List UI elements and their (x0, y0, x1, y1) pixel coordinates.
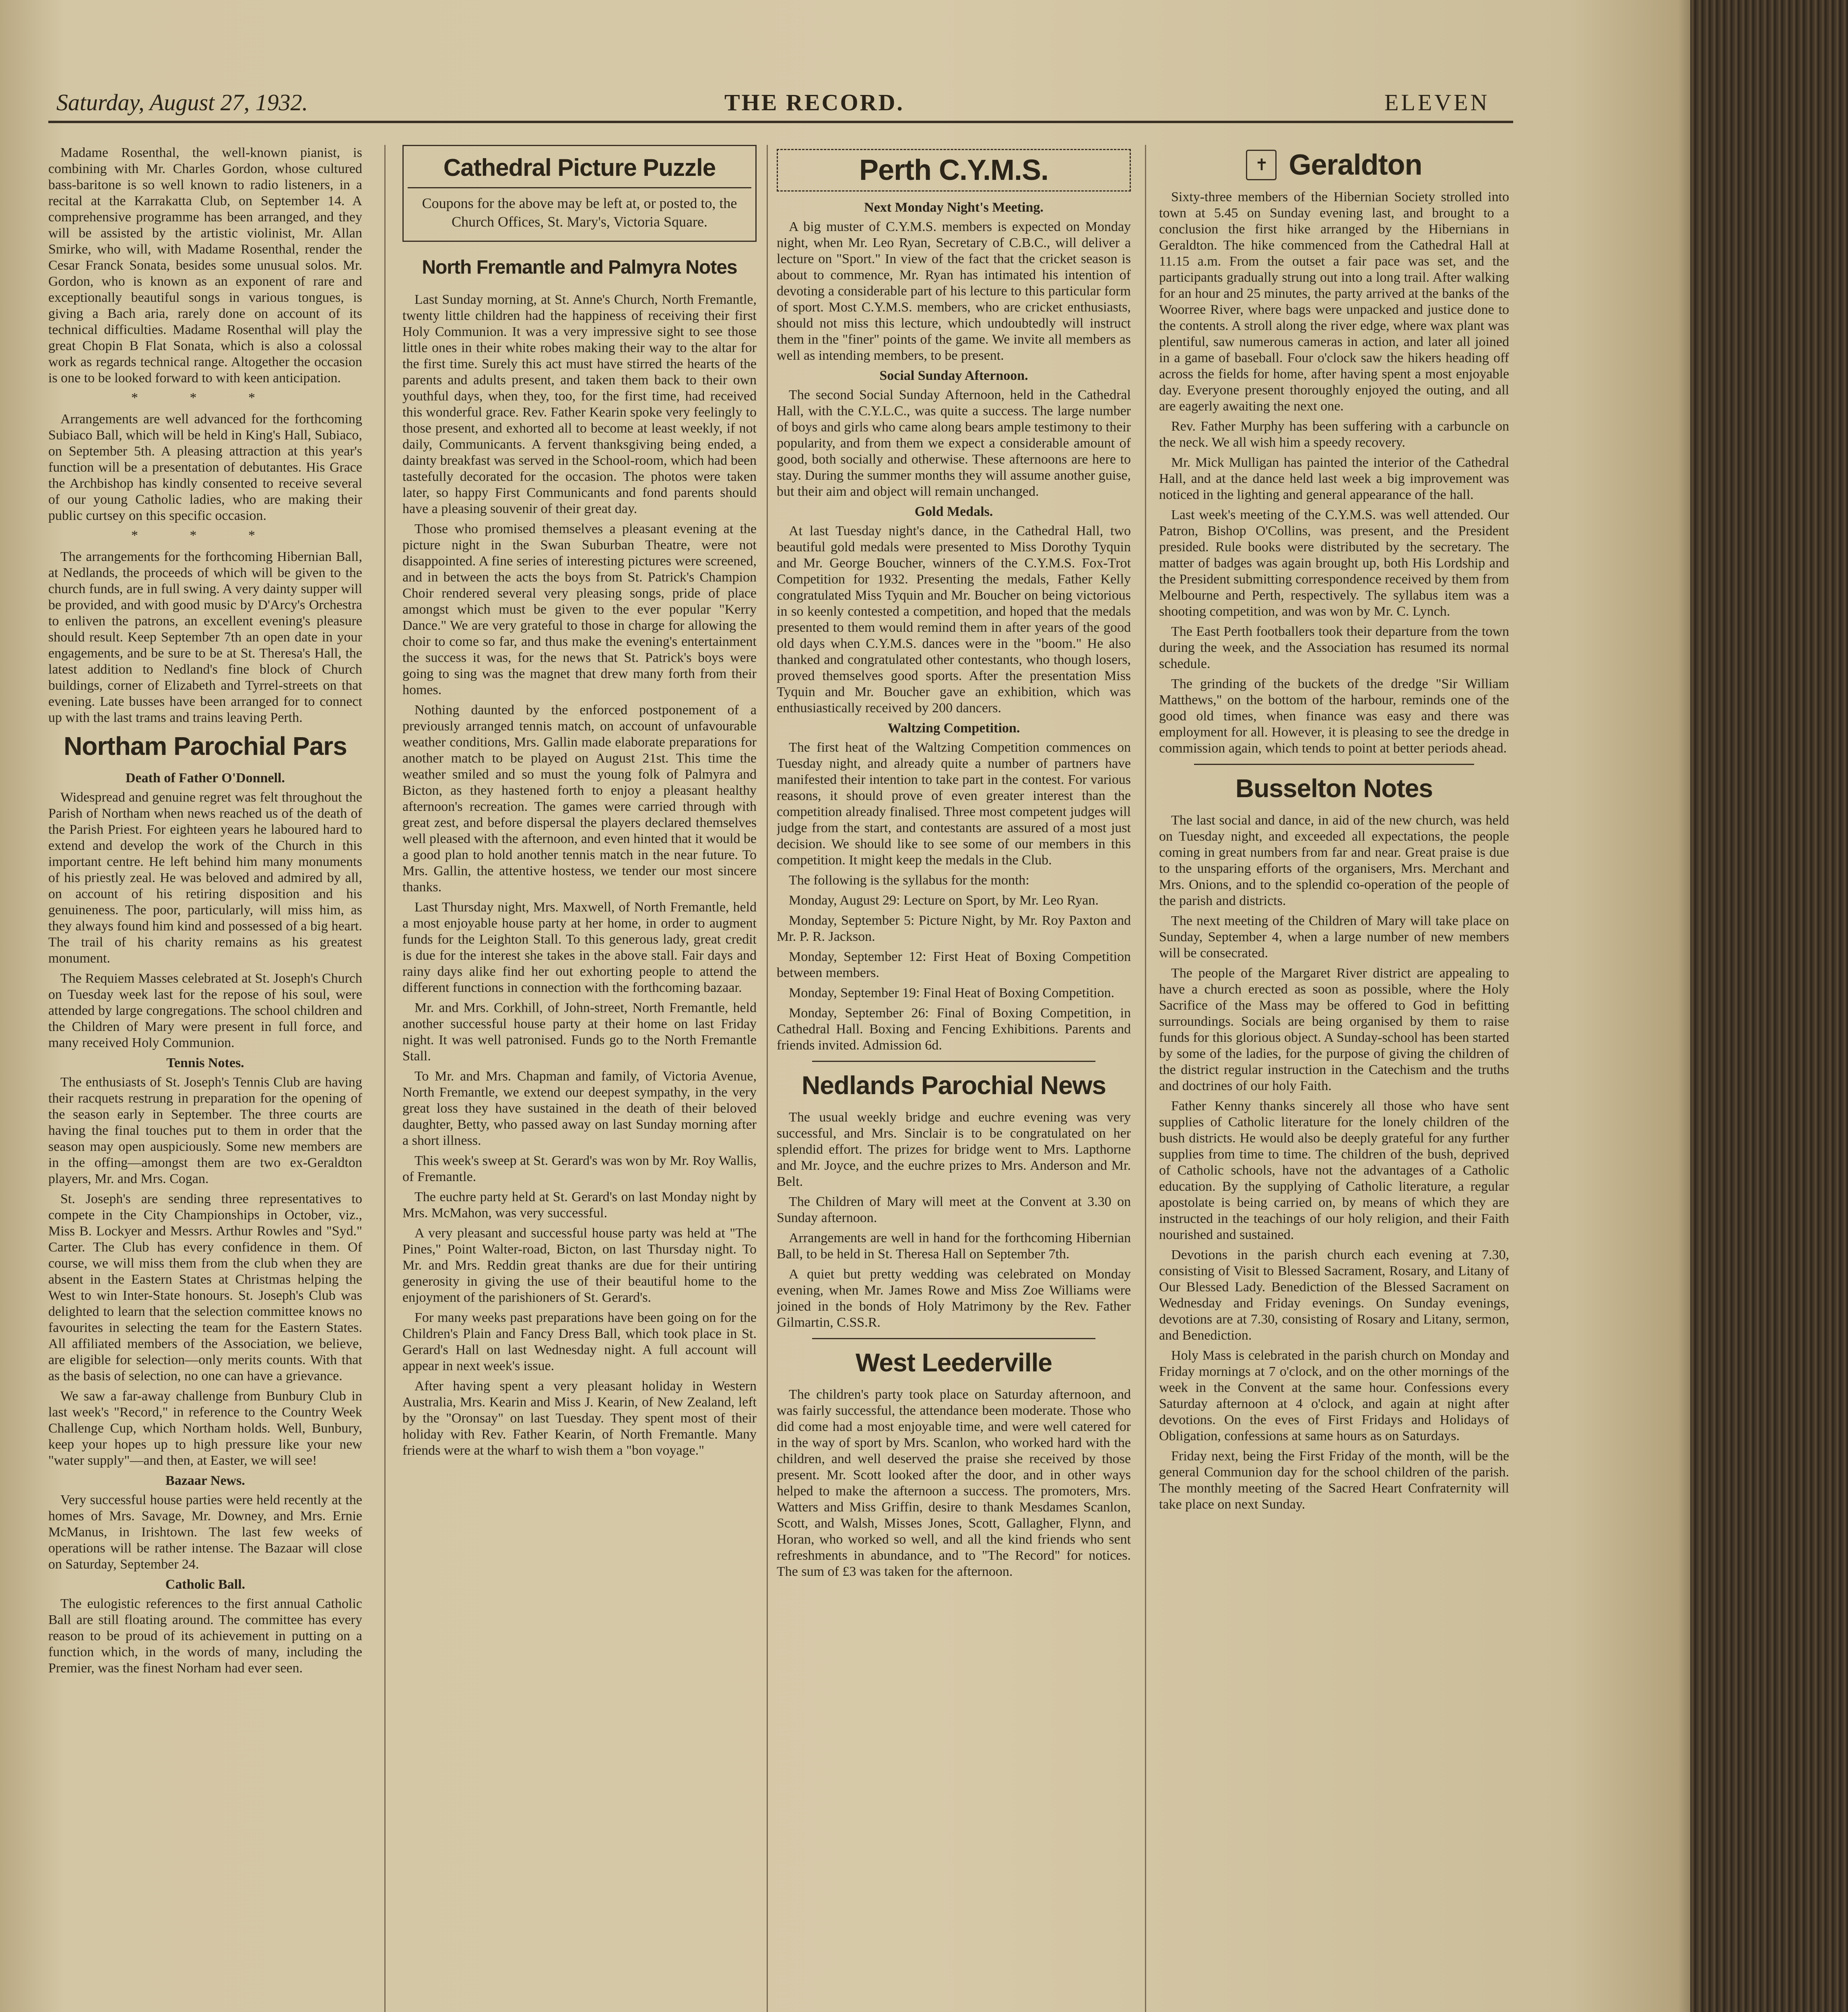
article-paragraph: The eulogistic references to the first annual Catholic Ball are still floating around. The committee has every reason to be proud of its achievement in putting on a function which, in the words of many, including the Premier, was the finest Norham had ever seen. (48, 1596, 362, 1676)
column-2 (402, 145, 757, 2012)
article-paragraph: Last Sunday morning, at St. Anne's Church, North Fremantle, twenty little children had the happiness of receiving their first Holy Communion. It was a very impressive sight to see those little ones in their white robes making their way to the altar for the first time. Surely this act must have stirred the hearts of the parents and adults present, and taken them back to their own youthful days, when they, too, for the first time, had received this wonderful grace. Rev. Father Kearin spoke very feelingly to those present, and exhorted all to become at least weekly, if not daily, Communicants. A fervent thanksgiving being ended, a dainty breakfast was served in the School-room, which had been tastefully decorated for the occasion. The photos were taken later, so happy First Communicants and fond parents should have a pleasing souvenir of their great day. (402, 292, 757, 516)
column-1 (48, 145, 362, 2012)
section-heading-geraldton (1159, 149, 1509, 181)
article-paragraph: Arrangements are well in hand for the forthcoming Hibernian Ball, to be held in St. Theresa Hall on September 7th. (777, 1231, 1131, 1262)
subheading: Social Sunday Afternoon. (879, 368, 1028, 383)
article-paragraph: The second Social Sunday Afternoon, held in the Cathedral Hall, with the C.Y.L.C., was quite a success. The large number of boys and girls who came along bears ample testimony to their popularity, and from them we expect a considerable amount of good, both socially and otherwise. These afternoons are here to stay. During the summer months they will assume another guise, but their aim and object will remain unchanged. (777, 388, 1131, 499)
article-paragraph: The grinding of the buckets of the dredge "Sir William Matthews," on the bottom of the harbour, reminds one of the good old times, when finance was easy and there was employment for all. However, it is pleasing to see the dredge in commission again, which tends to point at better periods ahead. (1159, 676, 1509, 756)
column-rule (384, 145, 386, 2012)
article-paragraph: The enthusiasts of St. Joseph's Tennis Club are having their racquets restrung in preparation for the opening of the season early in September. The three courts are having the final touches put to them in order that the season may open auspiciously. Some new members are in the offing—amongst them are two ex-Geraldton players, Mr. and Mrs. Cogan. (48, 1075, 362, 1186)
article-paragraph: At last Tuesday night's dance, in the Cathedral Hall, two beautiful gold medals were presented to Miss Dorothy Tyquin and Mr. George Boucher, winners of the C.Y.M.S. Fox-Trot Competition for 1932. Presenting the medals, Father Kelly congratulated Miss Tyquin and Mr. Boucher on being victorious in so keenly contested a competition, and hoped that the medals presented to them would remind them in after years of the good old days when C.Y.M.S. dances were in the "boom." He also thanked and congratulated other contestants, who though losers, proved themselves good sports. After the presentation Miss Tyquin and Mr. Boucher gave an exhibition, which was enthusiastically received by 200 dancers. (777, 524, 1131, 715)
article-paragraph: Those who promised themselves a pleasant evening at the picture night in the Swan Suburban Theatre, were not disappointed. A fine series of interesting pictures were screened, and in between the acts the boys from St. Patrick's Champion Choir rendered several very pleasing songs, pride of place amongst which must be given to the ever popular "Kerry Dance." We are very grateful to those in charge for allowing the choir to come so far, and thus make the evening's entertainment the success it was, for the news that St. Patrick's boys were going to sing was the magnet that drew many forth from their homes. (402, 522, 757, 697)
article-paragraph: A quiet but pretty wedding was celebrated on Monday evening, when Mr. James Rowe and Miss Zoe Williams were joined in the bonds of Holy Matrimony by the Rev. Father Gilmartin, C.SS.R. (777, 1267, 1131, 1330)
puzzle-notice-box (402, 145, 757, 242)
subheading: Waltzing Competition. (887, 721, 1020, 736)
article-paragraph: The first heat of the Waltzing Competition commences on Tuesday night, and already quite a number of partners have manifested their intention to take part in the contest. For various reasons, it should prove of even greater interest than the competition already finalised. Three most competent judges will judge from the start, and contestants are assured of a most just decision. We should like to see some of our members in this competition. It might keep the medals in the Club. (777, 740, 1131, 868)
header-rule (48, 121, 1513, 123)
article-paragraph: The Requiem Masses celebrated at St. Joseph's Church on Tuesday week last for the repose of his soul, were attended by large congregations. The school children and the Children of Mary were present in full force, and many received Holy Communion. (48, 971, 362, 1050)
subheading: Bazaar News. (165, 1473, 245, 1488)
section-divider (812, 1338, 1095, 1339)
article-paragraph: The next meeting of the Children of Mary will take place on Sunday, September 4, when a large number of new members will be consecrated. (1159, 913, 1509, 961)
page-header (48, 87, 1505, 119)
article-paragraph: Last week's meeting of the C.Y.M.S. was well attended. Our Patron, Bishop O'Collins, was present, and the President presided. Rule books were distributed by the secretary. The matter of badges was again brought up, both His Lordship and the President submitting correspondence received by them from Melbourne and Perth, respectively. The syllabus item was a shooting competition, and was won by Mr. C. Lynch. (1159, 507, 1509, 619)
masthead-title: THE RECORD. (724, 89, 904, 115)
subheading: Death of Father O'Donnell. (125, 771, 285, 785)
article-paragraph: Widespread and genuine regret was felt throughout the Parish of Northam when news reached us of the death of the Parish Priest. For eighteen years he laboured hard to extend and develop the work of the Church in this important centre. He left behind him many monuments of his priestly zeal. He was beloved and admired by all, on account of his retiring disposition and his genuineness. The poor, particularly, will miss him, as they always found him kind and possessed of a big heart. The trail of his charity remains as his greatest monument. (48, 790, 362, 966)
subheading: Catholic Ball. (165, 1577, 245, 1592)
article-paragraph: The last social and dance, in aid of the new church, was held on Tuesday night, and exceeded all expectations, the people coming in great numbers from far and near. Great praise is due to the unsparing efforts of the organisers, Mrs. Merchant and Mrs. Onions, and to the splendid co-operation of the people of the parish and districts. (1159, 813, 1509, 908)
article-paragraph: The arrangements for the forthcoming Hibernian Ball, at Nedlands, the proceeds of which will be given to the church funds, are in full swing. A very dainty supper will be provided, and with good music by D'Arcy's Orchestra to enliven the patrons, an excellent evening's pleasure should result. Keep September 7th an open date in your engagements, and be sure to be at St. Theresa's Hall, the latest addition to Nedland's fine block of Church buildings, corner of Elizabeth and Tyrrel-streets on that evening. Late busses have been arranged for to connect up with the last trams and trains leaving Perth. (48, 549, 362, 725)
page-number: ELEVEN (1384, 89, 1490, 115)
article-paragraph: Nothing daunted by the enforced postponement of a previously arranged tennis match, on account of unfavourable weather conditions, Mrs. Gallin made elaborate preparations for another match to be played on August 21st. This time the weather smiled and so must the young folk of Palmyra and Bicton, as they hastened forth to enjoy a pleasant healthy afternoon's recreation. The games were carried through with great zest, and before dispersal the players declared themselves well pleased with the afternoon, and even hinted that it would be a good plan to hold another tennis match in the near future. To Mrs. Gallin, the attentive hostess, we tender our most sincere thanks. (402, 703, 757, 895)
article-paragraph: A big muster of C.Y.M.S. members is expected on Monday night, when Mr. Leo Ryan, Secretary of C.B.C., will deliver a lecture on "Sport." In view of the fact that the cricket season is about to commence, Mr. Ryan has intimated his intention of devoting a considerable part of his lecture to this particular form of sport. Most C.Y.M.S. members, who are cricket enthusiasts, should not miss this lecture, which undoubtedly will instruct them in the "finer" points of the game. We invite all members as well as intending members, to be present. (777, 219, 1131, 363)
section-heading: West Leederville (856, 1348, 1052, 1377)
subheading: Next Monday Night's Meeting. (864, 200, 1044, 215)
article-paragraph: Mr. Mick Mulligan has painted the interior of the Cathedral Hall, and at the dance held last week a big improvement was noticed in the lighting and general appearance of the hall. (1159, 455, 1509, 502)
article-paragraph: Very successful house parties were held recently at the homes of Mrs. Savage, Mr. Downey, and Mrs. Ernie McManus, in Irishtown. The last few weeks of operations will be rather intense. The Bazaar will close on Saturday, September 24. (48, 1493, 362, 1572)
column-rule (1145, 145, 1146, 2012)
syllabus-item: Monday, August 29: Lecture on Sport, by Mr. Leo Ryan. (789, 893, 1099, 908)
subheading: Gold Medals. (914, 504, 993, 519)
section-heading: Busselton Notes (1235, 774, 1433, 803)
separator-stars: * * * (131, 528, 279, 543)
issue-date: Saturday, August 27, 1932. (56, 89, 308, 115)
section-heading: Nedlands Parochial News (802, 1071, 1106, 1100)
article-paragraph: Friday next, being the First Friday of the month, will be the general Communion day for the school children of the parish. The monthly meeting of the Sacred Heart Confraternity will take place on next Sunday. (1159, 1449, 1509, 1512)
section-heading-text: Geraldton (1289, 149, 1422, 181)
column-rule (767, 145, 768, 2012)
syllabus-item: Monday, September 12: First Heat of Boxing Competition between members. (777, 949, 1131, 980)
section-divider (812, 1061, 1095, 1062)
separator-stars: * * * (131, 390, 279, 405)
article-paragraph: The euchre party held at St. Gerard's on last Monday night by Mrs. McMahon, was very successful. (402, 1189, 757, 1220)
article-paragraph: Devotions in the parish church each evening at 7.30, consisting of Visit to Blessed Sacrament, Rosary, and Litany of Our Blessed Lady. Benediction of the Blessed Sacrament on Wednesday and Friday evenings. On Sunday evenings, devotions are at 7.30, consisting of Rosary and Litany, sermon, and Benediction. (1159, 1247, 1509, 1343)
article-paragraph: Mr. and Mrs. Corkhill, of John-street, North Fremantle, held another successful house party at their home on last Friday night. It was well patronised. Funds go to the North Fremantle Stall. (402, 1000, 757, 1064)
article-paragraph: St. Joseph's are sending three representatives to compete in the City Championships in October, viz., Miss B. Lockyer and Messrs. Arthur Rowles and "Syd." Carter. The Club has every confidence in them. Of course, we will miss them from the club when they are absent in the Eastern States at Christmas helping the West to win Inter-State honours. St. Joseph's Club was delighted to learn that the selection committee knows no favourites in selecting the team for the Eastern States. All affiliated members of the Association, we believe, are eligible for selection—only merits counts. With that as the basis of selection, no one can have a grievance. (48, 1192, 362, 1383)
article-paragraph: Rev. Father Murphy has been suffering with a carbuncle on the neck. We all wish him a speedy recovery. (1159, 419, 1509, 450)
article-paragraph: For many weeks past preparations have been going on for the Children's Plain and Fancy Dress Ball, which took place in St. Gerard's Hall on last Wednesday night. A full account will appear in next week's issue. (402, 1310, 757, 1373)
syllabus-item: Monday, September 26: Final of Boxing Competition, in Cathedral Hall. Boxing and Fencing Exhibitions. Parents and friends invited. Admission 6d. (777, 1006, 1131, 1053)
book-spine (1690, 0, 1848, 2012)
article-paragraph: The Children of Mary will meet at the Convent at 3.30 on Sunday afternoon. (777, 1194, 1131, 1225)
article-paragraph: Last Thursday night, Mrs. Maxwell, of North Fremantle, held a most enjoyable house party at her home, in order to augment funds for the Leighton Stall. To this generous lady, great credit is due for the interest she takes in the above stall. Fair days and rainy days alike find her out exhorting people to attend the different functions in connection with the forthcoming bazaar. (402, 900, 757, 995)
article-paragraph: Arrangements are well advanced for the forthcoming Subiaco Ball, which will be held in King's Hall, Subiaco, on September 5th. A pleasing attraction at this year's function will be a presentation of debutantes. His Grace the Archbishop has kindly consented to receive several of our young Catholic ladies, who are making their public curtsey on this specific occasion. (48, 412, 362, 523)
article-paragraph: The children's party took place on Saturday afternoon, and was fairly successful, the attendance been moderate. Those who did come had a most enjoyable time, and were well catered for in the way of sport by Mrs. Scanlon, who worked hard with the children, and well deserved the praise she received by those present. Mr. Scott looked after the door, and in other ways helped to make the afternoon a success. The promoters, Mrs. Watters and Miss Griffin, desire to thank Mesdames Scanlon, Scott, and Walsh, Misses Jones, Scott, Gallagher, Flynn, and Horan, who worked so well, and all the kind friends who sent refreshments in abundance, and to "The Record" for notices. The sum of £3 was taken for the afternoon. (777, 1387, 1131, 1579)
crest-icon: ✝ (1246, 150, 1277, 180)
article-paragraph: Holy Mass is celebrated in the parish church on Monday and Friday mornings at 7 o'clock, and on the other mornings of the week in the Convent at the same hour. Confessions every Saturday afternoon at 4 o'clock, and again at night after devotions. On the eves of First Fridays and Holidays of Obligation, confessions at same hours as on Saturdays. (1159, 1348, 1509, 1443)
column-3 (777, 145, 1131, 2012)
subheading: Tennis Notes. (166, 1055, 244, 1070)
notice-text: Coupons for the above may be left at, or posted to, the Church Offices, St. Mary's, Victoria Square. (422, 195, 737, 230)
section-heading: Perth C.Y.M.S. (777, 149, 1131, 192)
section-heading: Northam Parochial Pars (64, 732, 347, 761)
article-paragraph: Sixty-three members of the Hibernian Society strolled into town at 5.45 on Sunday evening last, and brought to a conclusion the first hike arranged by the Hibernians in Geraldton. The hike commenced from the Cathedral Hall at 11.15 a.m. From the outset a fair pace was set, and the participants gradually strung out into a long trail. After walking for an hour and 25 minutes, the party arrived at the banks of the Woorree River, where bags were unpacked and justice done to the contents. A stroll along the river edge, where wax plant was plentiful, saw numerous cameras in action, and later all joined in a game of baseball. Four o'clock saw the hikers heading off across the fields for home, after having spent a most enjoyable day. Everyone present thoroughly enjoyed the outing, and all are eagerly awaiting the next one. (1159, 190, 1509, 414)
article-paragraph: The usual weekly bridge and euchre evening was very successful, and Mrs. Sinclair is to be congratulated on her splendid effort. The prizes for bridge went to Mrs. Lapthorne and Mr. Joyce, and the euchre prizes to Mrs. Anderson and Mr. Belt. (777, 1110, 1131, 1189)
section-divider (1194, 764, 1474, 765)
article-paragraph: Father Kenny thanks sincerely all those who have sent supplies of Catholic literature for the lonely children of the bush districts. He would also be deeply grateful for any further supplies from time to time. The children of the bush, deprived of Catholic schools, have not the advantages of a Catholic education. By the supplying of Catholic literature, a regular apostolate is being carried on, by means of which they are instructed in the teachings of our holy religion, and their Faith nourished and sustained. (1159, 1099, 1509, 1242)
syllabus-item: Monday, September 5: Picture Night, by Mr. Roy Paxton and Mr. P. R. Jackson. (777, 913, 1131, 944)
article-paragraph: The following is the syllabus for the month: (789, 873, 1029, 888)
article-paragraph: The people of the Margaret River district are appealing to have a church erected as soon as possible, where the Holy Sacrifice of the Mass may be offered to God in befitting surroundings. Socials are being organised by them to raise funds for this glorious object. A Sunday-school has been started by some of the ladies, for the purpose of giving the children of the district regular instruction in the Catechism and the truths and doctrines of our holy Faith. (1159, 966, 1509, 1093)
syllabus-item: Monday, September 19: Final Heat of Boxing Competition. (789, 985, 1114, 1000)
article-paragraph: Madame Rosenthal, the well-known pianist, is combining with Mr. Charles Gordon, whose cultured bass-baritone is so well known to radio listeners, in a recital at the Karrakatta Club, on September 14. A comprehensive programme has been arranged, and they will be assisted by the artistic violinist, Mr. Allan Smirke, who will, with Madame Rosenthal, render the Cesar Franck Sonata, besides some unusual solos. Mr. Gordon, who is known as an exponent of rare and exceptionally beautiful songs in various tongues, is giving a Bach aria, rarely done on account of its technical difficulties. Madame Rosenthal will play the great Chopin B Flat Sonata, which is also a colossal work as regards technical range. Altogether the occasion is one to be looked forward to with keen anticipation. (48, 145, 362, 385)
section-heading: Cathedral Picture Puzzle (408, 152, 751, 188)
section-heading: North Fremantle and Palmyra Notes (422, 257, 737, 278)
article-paragraph: The East Perth footballers took their departure from the town during the week, and the Association has resumed its normal schedule. (1159, 624, 1509, 671)
article-paragraph: We saw a far-away challenge from Bunbury Club in last week's "Record," in reference to the Country Week Challenge Cup, which Northam holds. Well, Bunbury, keep your hopes up to high pressure like your new "water supply"—and then, at Easter, we will see! (48, 1389, 362, 1468)
article-paragraph: To Mr. and Mrs. Chapman and family, of Victoria Avenue, North Fremantle, we extend our deepest sympathy, in the very great loss they have sustained in the death of their beloved daughter, Betty, who passed away on last Sunday morning after a short illness. (402, 1069, 757, 1148)
article-paragraph: This week's sweep at St. Gerard's was won by Mr. Roy Wallis, of Fremantle. (402, 1153, 757, 1184)
column-4 (1159, 145, 1509, 2012)
article-paragraph: A very pleasant and successful house party was held at "The Pines," Point Walter-road, Bicton, on last Thursday night. To Mr. and Mrs. Reddin great thanks are due for their untiring generosity in giving the use of their beautiful home to the enjoyment of the parishioners of St. Gerard's. (402, 1226, 757, 1305)
article-paragraph: After having spent a very pleasant holiday in Western Australia, Mrs. Kearin and Miss J. Kearin, of New Zealand, left by the "Oronsay" on last Tuesday. They spent most of their holiday with Rev. Father Kearin, of North Fremantle. Many friends were at the wharf to wish them a "bon voyage." (402, 1379, 757, 1458)
